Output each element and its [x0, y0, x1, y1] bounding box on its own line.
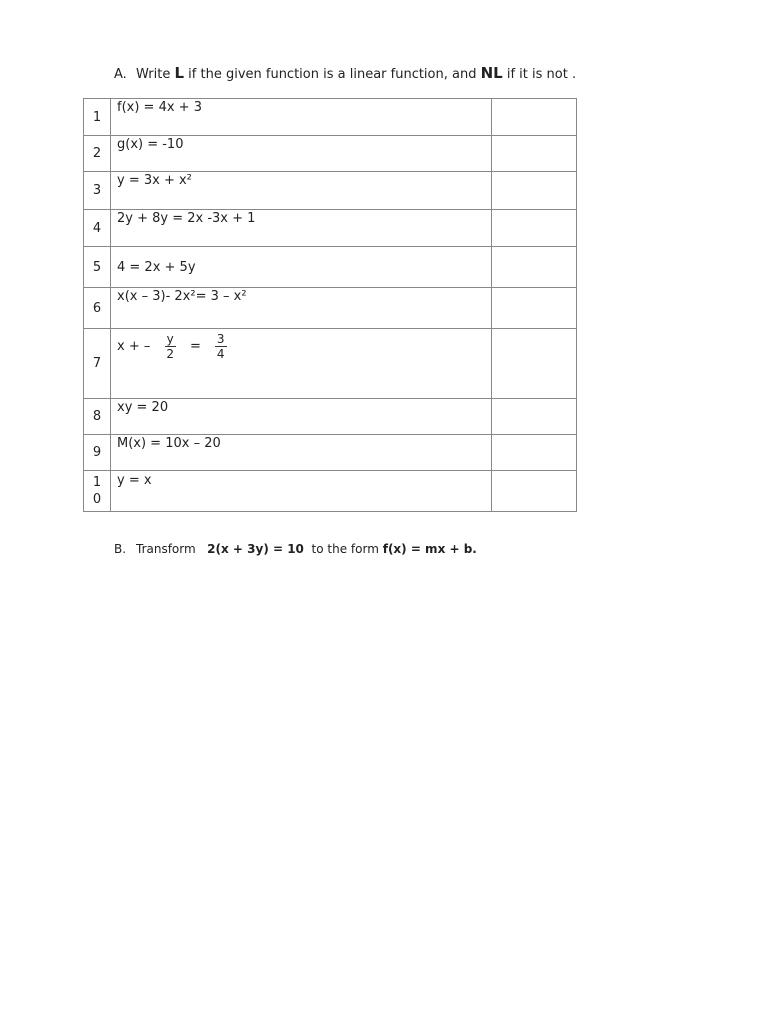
instruction-b-text-1: Transform [136, 542, 200, 556]
answer-cell[interactable] [492, 329, 577, 399]
item-expression [111, 329, 492, 399]
answer-cell[interactable] [492, 136, 577, 172]
item-expression: y = x [111, 471, 492, 512]
fraction-numerator: 3 [216, 332, 225, 346]
instruction-text-2: if the given function is a linear function, and [184, 67, 481, 82]
functions-table [83, 98, 577, 512]
item-expression: x(x – 3)- 2x²= 3 – x² [111, 288, 492, 329]
given-equation: 2(x + 3y) = 10 [207, 542, 304, 556]
instruction-part-a [114, 64, 576, 82]
item-expression: 2y + 8y = 2x -3x + 1 [111, 210, 492, 247]
item-number: 9 [84, 435, 111, 471]
answer-cell[interactable] [492, 435, 577, 471]
answer-cell[interactable] [492, 399, 577, 435]
instruction-text-1: Write [136, 67, 175, 82]
table-row [84, 471, 577, 512]
item-number: 6 [84, 288, 111, 329]
fraction-denominator: 2 [166, 347, 174, 361]
nl-symbol: NL [480, 64, 503, 82]
answer-cell[interactable] [492, 247, 577, 288]
expression-lead: x + – [117, 339, 151, 354]
item-expression: g(x) = -10 [111, 136, 492, 172]
fraction-denominator: 4 [216, 347, 225, 361]
answer-cell[interactable] [492, 210, 577, 247]
fraction [164, 332, 176, 361]
table-row [84, 172, 577, 210]
item-number: 1 [84, 99, 111, 136]
answer-cell[interactable] [492, 99, 577, 136]
table-row [84, 288, 577, 329]
table-row [84, 210, 577, 247]
item-expression: f(x) = 4x + 3 [111, 99, 492, 136]
item-number: 3 [84, 172, 111, 210]
answer-cell[interactable] [492, 288, 577, 329]
answer-cell[interactable] [492, 172, 577, 210]
item-expression: 4 = 2x + 5y [111, 247, 492, 288]
table-row [84, 247, 577, 288]
item-number: 5 [84, 247, 111, 288]
part-a-marker: A. [114, 67, 127, 82]
part-b-marker: B. [114, 542, 127, 556]
item-number: 8 [84, 399, 111, 435]
item-number: 7 [84, 329, 111, 399]
table-row [84, 136, 577, 172]
item-number: 4 [84, 210, 111, 247]
answer-cell[interactable] [492, 471, 577, 512]
fraction-numerator: y [166, 332, 174, 346]
item-number: 2 [84, 136, 111, 172]
table-row [84, 99, 577, 136]
item-expression: y = 3x + x² [111, 172, 492, 210]
equals-sign: = [190, 339, 201, 354]
item-number: 10 [84, 471, 111, 512]
instruction-b-text-2: to the form [307, 542, 383, 556]
table-row [84, 329, 577, 399]
table-row [84, 435, 577, 471]
target-form: f(x) = mx + b. [382, 542, 477, 556]
instruction-part-b [114, 542, 477, 556]
item-expression: xy = 20 [111, 399, 492, 435]
instruction-text-3: if it is not . [502, 67, 577, 82]
item-expression: M(x) = 10x – 20 [111, 435, 492, 471]
fraction [215, 332, 227, 361]
table-row [84, 399, 577, 435]
l-symbol: L [174, 64, 185, 82]
